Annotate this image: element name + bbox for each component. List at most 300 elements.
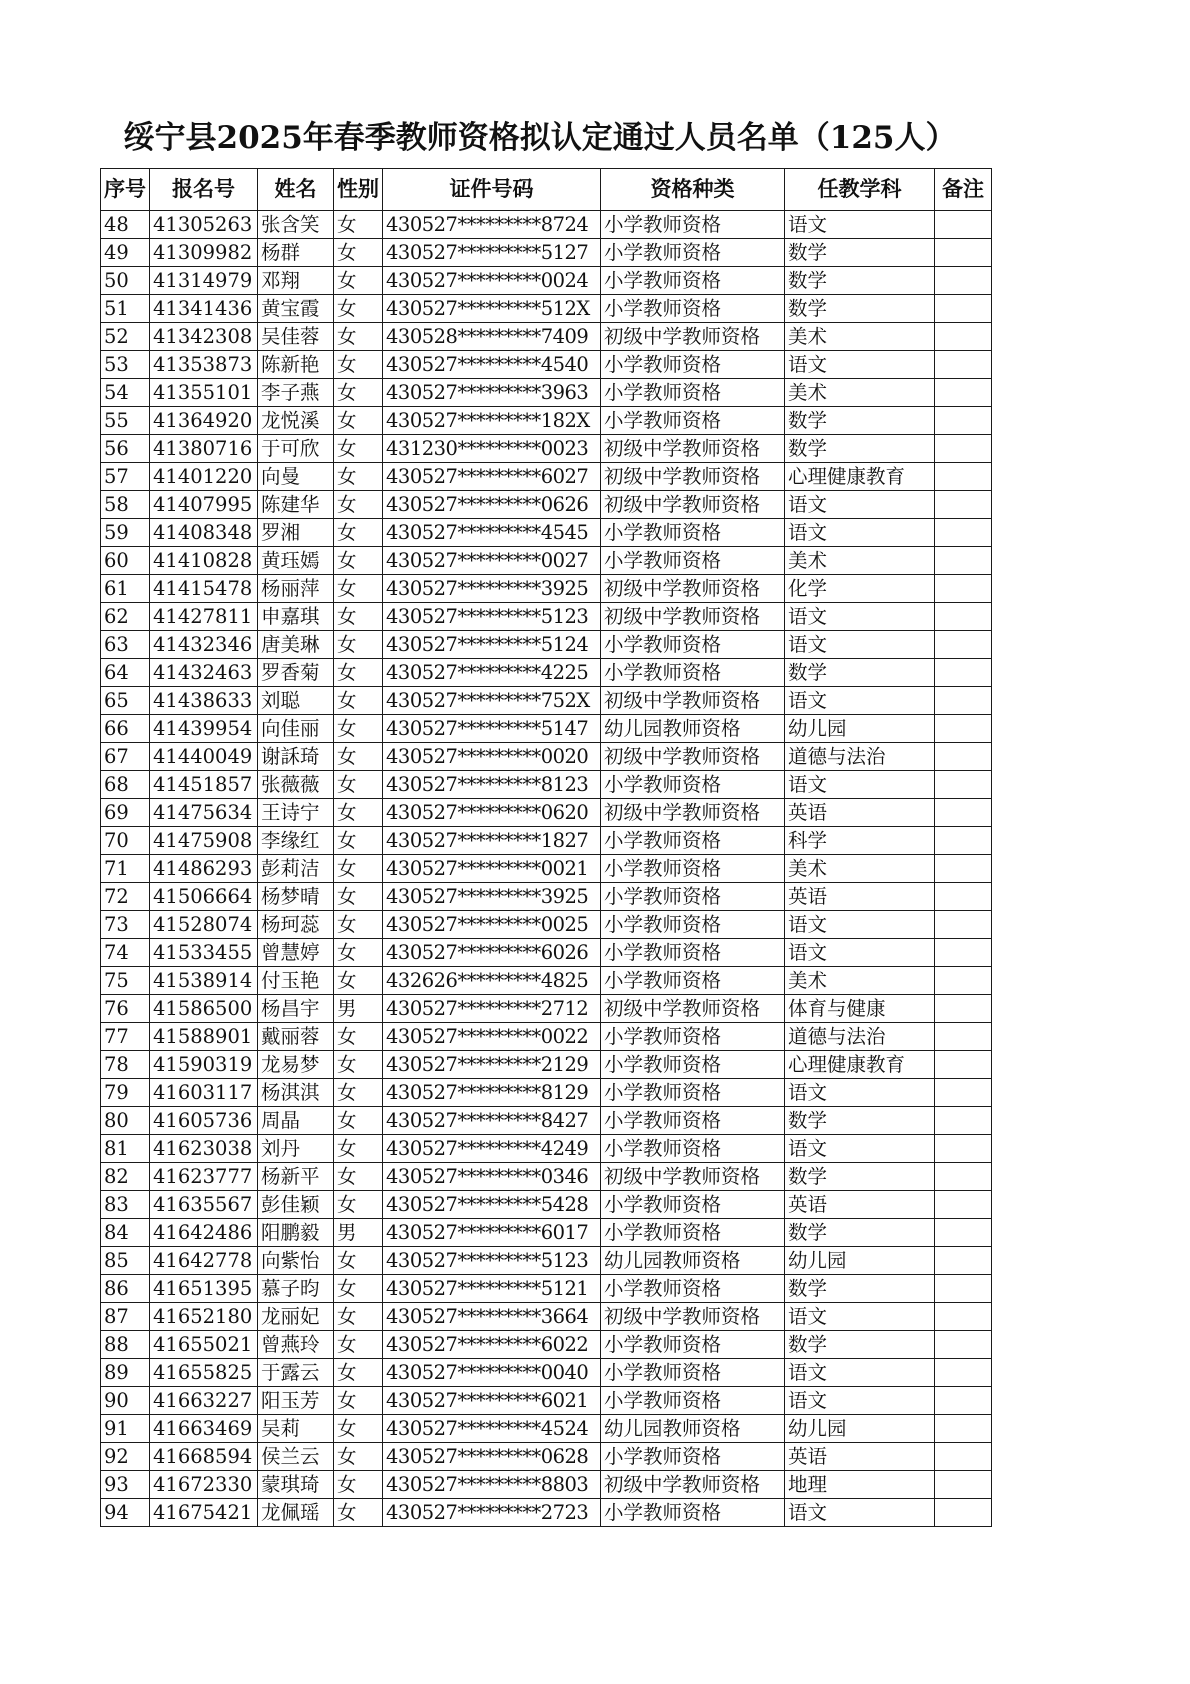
cell-qualification: 初级中学教师资格 [601,435,785,463]
cell-sex: 女 [334,1163,383,1191]
table-row [101,659,992,687]
table-row [101,1275,992,1303]
cell-id-number: 430527*********0020 [383,743,601,771]
cell-qualification: 小学教师资格 [601,519,785,547]
header-name: 姓名 [258,169,334,211]
cell-sex: 女 [334,1247,383,1275]
cell-id-number: 430527*********5124 [383,631,601,659]
cell-seq: 77 [101,1023,150,1051]
table-row [101,1331,992,1359]
cell-qualification: 小学教师资格 [601,967,785,995]
cell-name: 张薇薇 [258,771,334,799]
cell-sex: 女 [334,491,383,519]
cell-id-number: 430527*********6027 [383,463,601,491]
cell-reg-no: 41353873 [150,351,258,379]
cell-id-number: 430527*********0021 [383,855,601,883]
cell-id-number: 430527*********0025 [383,911,601,939]
cell-seq: 61 [101,575,150,603]
cell-subject: 英语 [785,883,935,911]
cell-reg-no: 41439954 [150,715,258,743]
cell-remarks [935,435,992,463]
cell-remarks [935,1079,992,1107]
cell-reg-no: 41408348 [150,519,258,547]
table-header-row [101,169,992,211]
cell-name: 杨新平 [258,1163,334,1191]
cell-qualification: 初级中学教师资格 [601,743,785,771]
cell-name: 于可欣 [258,435,334,463]
cell-remarks [935,1359,992,1387]
cell-qualification: 初级中学教师资格 [601,1163,785,1191]
cell-reg-no: 41427811 [150,603,258,631]
cell-qualification: 小学教师资格 [601,1079,785,1107]
cell-seq: 52 [101,323,150,351]
cell-reg-no: 41642486 [150,1219,258,1247]
cell-subject: 语文 [785,1359,935,1387]
cell-subject: 道德与法治 [785,743,935,771]
cell-seq: 84 [101,1219,150,1247]
cell-reg-no: 41438633 [150,687,258,715]
cell-reg-no: 41410828 [150,547,258,575]
cell-qualification: 小学教师资格 [601,267,785,295]
cell-reg-no: 41432463 [150,659,258,687]
cell-subject: 心理健康教育 [785,1051,935,1079]
cell-name: 向曼 [258,463,334,491]
cell-name: 陈建华 [258,491,334,519]
cell-name: 龙丽妃 [258,1303,334,1331]
cell-subject: 数学 [785,239,935,267]
cell-id-number: 430527*********5147 [383,715,601,743]
cell-subject: 语文 [785,603,935,631]
cell-id-number: 430527*********5428 [383,1191,601,1219]
cell-sex: 女 [334,603,383,631]
table-row [101,715,992,743]
cell-remarks [935,295,992,323]
cell-reg-no: 41355101 [150,379,258,407]
cell-qualification: 初级中学教师资格 [601,603,785,631]
cell-sex: 女 [334,1303,383,1331]
cell-sex: 男 [334,995,383,1023]
cell-sex: 女 [334,687,383,715]
table-row [101,547,992,575]
cell-remarks [935,939,992,967]
roster-table [100,168,992,1527]
table-row [101,827,992,855]
header-remarks: 备注 [935,169,992,211]
cell-seq: 62 [101,603,150,631]
cell-id-number: 430527*********8724 [383,211,601,239]
cell-seq: 63 [101,631,150,659]
cell-qualification: 小学教师资格 [601,1219,785,1247]
table-row [101,967,992,995]
cell-sex: 女 [334,323,383,351]
cell-subject: 数学 [785,1219,935,1247]
cell-id-number: 430527*********4524 [383,1415,601,1443]
cell-remarks [935,687,992,715]
table-row [101,743,992,771]
cell-reg-no: 41432346 [150,631,258,659]
cell-id-number: 430527*********0027 [383,547,601,575]
table-row [101,687,992,715]
cell-subject: 美术 [785,855,935,883]
cell-remarks [935,575,992,603]
cell-sex: 女 [334,407,383,435]
table-row [101,1219,992,1247]
cell-subject: 语文 [785,211,935,239]
cell-name: 向紫怡 [258,1247,334,1275]
cell-reg-no: 41605736 [150,1107,258,1135]
cell-remarks [935,1275,992,1303]
cell-name: 黄珏嫣 [258,547,334,575]
cell-seq: 73 [101,911,150,939]
cell-sex: 女 [334,1415,383,1443]
cell-sex: 女 [334,967,383,995]
cell-name: 曾燕玲 [258,1331,334,1359]
cell-id-number: 430527*********5121 [383,1275,601,1303]
cell-name: 罗湘 [258,519,334,547]
cell-sex: 男 [334,1219,383,1247]
cell-name: 黄宝霞 [258,295,334,323]
cell-id-number: 430527*********3963 [383,379,601,407]
cell-seq: 87 [101,1303,150,1331]
header-qualification: 资格种类 [601,169,785,211]
cell-name: 刘聪 [258,687,334,715]
cell-seq: 64 [101,659,150,687]
cell-subject: 数学 [785,659,935,687]
table-row [101,1191,992,1219]
cell-subject: 幼儿园 [785,715,935,743]
cell-sex: 女 [334,799,383,827]
cell-sex: 女 [334,1023,383,1051]
cell-subject: 数学 [785,407,935,435]
table-row [101,1387,992,1415]
cell-qualification: 小学教师资格 [601,855,785,883]
table-row [101,407,992,435]
cell-id-number: 430527*********2723 [383,1499,601,1527]
cell-subject: 语文 [785,631,935,659]
cell-reg-no: 41675421 [150,1499,258,1527]
cell-qualification: 初级中学教师资格 [601,1303,785,1331]
cell-reg-no: 41588901 [150,1023,258,1051]
cell-sex: 女 [334,575,383,603]
cell-sex: 女 [334,1443,383,1471]
cell-sex: 女 [334,1359,383,1387]
cell-id-number: 431230*********0023 [383,435,601,463]
cell-id-number: 430527*********6017 [383,1219,601,1247]
cell-reg-no: 41655021 [150,1331,258,1359]
cell-qualification: 小学教师资格 [601,211,785,239]
cell-remarks [935,855,992,883]
cell-remarks [935,743,992,771]
cell-name: 阳鹏毅 [258,1219,334,1247]
cell-remarks [935,463,992,491]
cell-sex: 女 [334,351,383,379]
cell-id-number: 430527*********8129 [383,1079,601,1107]
cell-remarks [935,1163,992,1191]
cell-remarks [935,1471,992,1499]
cell-seq: 66 [101,715,150,743]
cell-qualification: 初级中学教师资格 [601,463,785,491]
cell-id-number: 430527*********0620 [383,799,601,827]
cell-reg-no: 41623777 [150,1163,258,1191]
cell-name: 李子燕 [258,379,334,407]
cell-name: 阳玉芳 [258,1387,334,1415]
cell-reg-no: 41305263 [150,211,258,239]
cell-qualification: 小学教师资格 [601,1499,785,1527]
cell-id-number: 430528*********7409 [383,323,601,351]
cell-remarks [935,323,992,351]
table-row [101,519,992,547]
cell-seq: 58 [101,491,150,519]
cell-name: 侯兰云 [258,1443,334,1471]
table-row [101,911,992,939]
cell-qualification: 小学教师资格 [601,1191,785,1219]
cell-id-number: 430527*********6021 [383,1387,601,1415]
cell-sex: 女 [334,855,383,883]
cell-reg-no: 41642778 [150,1247,258,1275]
cell-seq: 72 [101,883,150,911]
cell-subject: 数学 [785,1275,935,1303]
cell-subject: 语文 [785,351,935,379]
cell-name: 唐美琳 [258,631,334,659]
cell-qualification: 幼儿园教师资格 [601,715,785,743]
cell-seq: 53 [101,351,150,379]
cell-seq: 78 [101,1051,150,1079]
cell-remarks [935,1247,992,1275]
cell-qualification: 初级中学教师资格 [601,995,785,1023]
cell-qualification: 初级中学教师资格 [601,323,785,351]
cell-name: 杨昌宇 [258,995,334,1023]
cell-id-number: 430527*********4225 [383,659,601,687]
cell-remarks [935,1191,992,1219]
cell-remarks [935,799,992,827]
cell-qualification: 小学教师资格 [601,351,785,379]
cell-seq: 51 [101,295,150,323]
cell-subject: 语文 [785,939,935,967]
cell-name: 龙易梦 [258,1051,334,1079]
cell-subject: 幼儿园 [785,1415,935,1443]
cell-remarks [935,211,992,239]
cell-reg-no: 41672330 [150,1471,258,1499]
header-reg-no: 报名号 [150,169,258,211]
cell-subject: 美术 [785,379,935,407]
cell-id-number: 430527*********0628 [383,1443,601,1471]
cell-reg-no: 41590319 [150,1051,258,1079]
cell-seq: 93 [101,1471,150,1499]
cell-sex: 女 [334,771,383,799]
cell-name: 周晶 [258,1107,334,1135]
table-row [101,995,992,1023]
cell-seq: 59 [101,519,150,547]
header-seq: 序号 [101,169,150,211]
table-row [101,323,992,351]
cell-id-number: 430527*********4545 [383,519,601,547]
cell-id-number: 430527*********6026 [383,939,601,967]
header-id-number: 证件号码 [383,169,601,211]
cell-subject: 数学 [785,435,935,463]
table-row [101,1303,992,1331]
cell-reg-no: 41603117 [150,1079,258,1107]
cell-name: 付玉艳 [258,967,334,995]
cell-name: 龙悦溪 [258,407,334,435]
cell-seq: 55 [101,407,150,435]
cell-reg-no: 41342308 [150,323,258,351]
cell-reg-no: 41663227 [150,1387,258,1415]
cell-qualification: 小学教师资格 [601,631,785,659]
cell-name: 张含笑 [258,211,334,239]
cell-subject: 语文 [785,771,935,799]
cell-name: 杨淇淇 [258,1079,334,1107]
cell-seq: 75 [101,967,150,995]
cell-sex: 女 [334,715,383,743]
cell-id-number: 430527*********0346 [383,1163,601,1191]
table-row [101,211,992,239]
cell-subject: 语文 [785,911,935,939]
cell-subject: 语文 [785,519,935,547]
cell-subject: 语文 [785,1303,935,1331]
cell-sex: 女 [334,911,383,939]
cell-reg-no: 41415478 [150,575,258,603]
cell-qualification: 小学教师资格 [601,1275,785,1303]
cell-qualification: 小学教师资格 [601,771,785,799]
cell-seq: 88 [101,1331,150,1359]
cell-seq: 92 [101,1443,150,1471]
cell-sex: 女 [334,295,383,323]
cell-name: 杨丽萍 [258,575,334,603]
cell-id-number: 430527*********512X [383,295,601,323]
table-row [101,771,992,799]
cell-id-number: 430527*********3925 [383,883,601,911]
cell-reg-no: 41506664 [150,883,258,911]
cell-seq: 54 [101,379,150,407]
cell-remarks [935,547,992,575]
cell-seq: 83 [101,1191,150,1219]
cell-remarks [935,631,992,659]
cell-id-number: 430527*********6022 [383,1331,601,1359]
cell-seq: 82 [101,1163,150,1191]
table-row [101,1107,992,1135]
cell-name: 杨梦晴 [258,883,334,911]
cell-id-number: 430527*********2129 [383,1051,601,1079]
cell-sex: 女 [334,1499,383,1527]
cell-seq: 80 [101,1107,150,1135]
cell-id-number: 430527*********0024 [383,267,601,295]
cell-subject: 语文 [785,1387,935,1415]
cell-sex: 女 [334,743,383,771]
cell-subject: 语文 [785,491,935,519]
cell-subject: 数学 [785,1331,935,1359]
cell-reg-no: 41380716 [150,435,258,463]
cell-sex: 女 [334,1191,383,1219]
cell-seq: 49 [101,239,150,267]
cell-subject: 心理健康教育 [785,463,935,491]
table-row [101,239,992,267]
cell-qualification: 小学教师资格 [601,1331,785,1359]
cell-remarks [935,267,992,295]
cell-seq: 57 [101,463,150,491]
cell-subject: 语文 [785,1499,935,1527]
cell-subject: 地理 [785,1471,935,1499]
table-row [101,267,992,295]
cell-remarks [935,1107,992,1135]
cell-id-number: 430527*********1827 [383,827,601,855]
cell-sex: 女 [334,1135,383,1163]
cell-reg-no: 41401220 [150,463,258,491]
cell-seq: 81 [101,1135,150,1163]
cell-sex: 女 [334,631,383,659]
cell-subject: 科学 [785,827,935,855]
cell-subject: 幼儿园 [785,1247,935,1275]
cell-reg-no: 41528074 [150,911,258,939]
cell-seq: 71 [101,855,150,883]
cell-name: 曾慧婷 [258,939,334,967]
cell-reg-no: 41533455 [150,939,258,967]
cell-remarks [935,519,992,547]
table-row [101,631,992,659]
cell-seq: 94 [101,1499,150,1527]
cell-remarks [935,1331,992,1359]
cell-reg-no: 41486293 [150,855,258,883]
document-title: 绥宁县2025年春季教师资格拟认定通过人员名单（125人） [123,120,957,156]
cell-id-number: 430527*********4249 [383,1135,601,1163]
cell-sex: 女 [334,1387,383,1415]
cell-id-number: 430527*********8123 [383,771,601,799]
cell-subject: 化学 [785,575,935,603]
cell-remarks [935,1219,992,1247]
cell-name: 申嘉琪 [258,603,334,631]
cell-sex: 女 [334,547,383,575]
cell-id-number: 430527*********3925 [383,575,601,603]
cell-qualification: 小学教师资格 [601,827,785,855]
cell-sex: 女 [334,939,383,967]
table-row [101,1443,992,1471]
cell-subject: 美术 [785,967,935,995]
cell-remarks [935,883,992,911]
cell-seq: 79 [101,1079,150,1107]
table-row [101,1023,992,1051]
cell-sex: 女 [334,1471,383,1499]
cell-remarks [935,603,992,631]
cell-remarks [935,771,992,799]
cell-qualification: 小学教师资格 [601,1107,785,1135]
cell-sex: 女 [334,827,383,855]
cell-remarks [935,967,992,995]
cell-qualification: 小学教师资格 [601,239,785,267]
cell-subject: 数学 [785,267,935,295]
table-row [101,1051,992,1079]
cell-remarks [935,351,992,379]
table-row [101,1499,992,1527]
cell-remarks [935,491,992,519]
cell-sex: 女 [334,211,383,239]
cell-remarks [935,995,992,1023]
cell-id-number: 430527*********8427 [383,1107,601,1135]
cell-sex: 女 [334,883,383,911]
cell-id-number: 430527*********0022 [383,1023,601,1051]
cell-name: 于露云 [258,1359,334,1387]
cell-qualification: 幼儿园教师资格 [601,1247,785,1275]
cell-subject: 语文 [785,687,935,715]
cell-remarks [935,715,992,743]
cell-subject: 语文 [785,1135,935,1163]
cell-id-number: 430527*********5123 [383,1247,601,1275]
cell-reg-no: 41586500 [150,995,258,1023]
cell-sex: 女 [334,1079,383,1107]
table-row [101,575,992,603]
cell-sex: 女 [334,1051,383,1079]
table-row [101,351,992,379]
cell-reg-no: 41635567 [150,1191,258,1219]
cell-sex: 女 [334,239,383,267]
